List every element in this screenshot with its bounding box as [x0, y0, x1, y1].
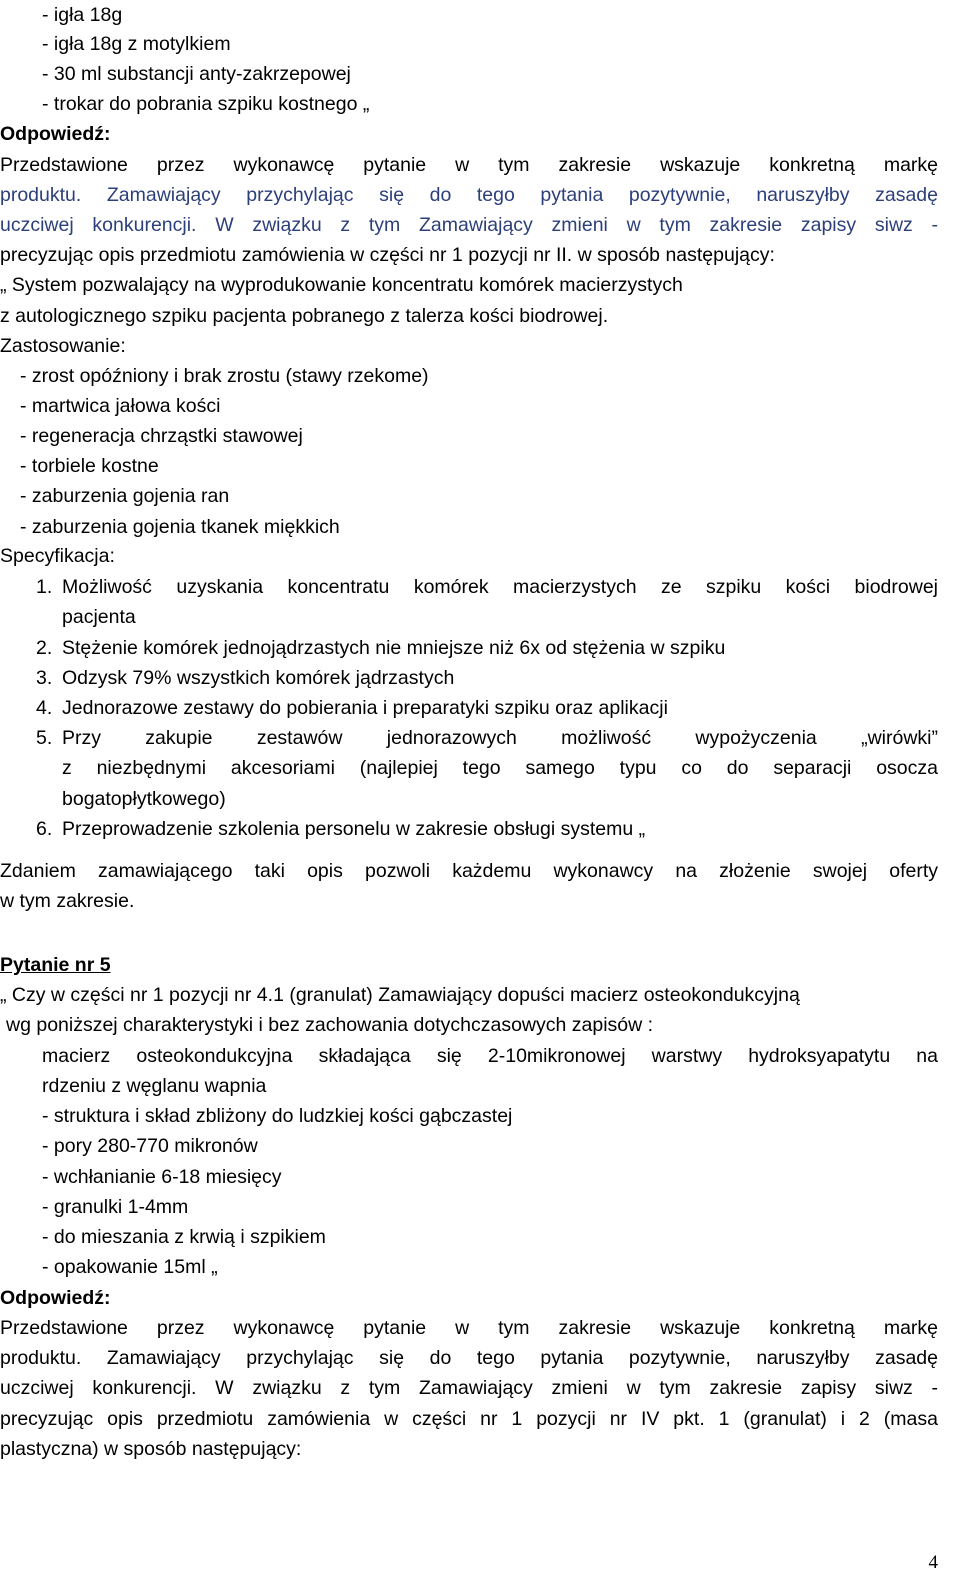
list-item: - zaburzenia gojenia tkanek miękkich	[20, 516, 340, 538]
list-item: - struktura i skład zbliżony do ludzkiej kości gąbczastej	[42, 1105, 513, 1127]
numbered-item	[0, 814, 960, 844]
list-item: - do mieszania z krwią i szpikiem	[42, 1226, 326, 1248]
item-number: 4.	[36, 697, 53, 719]
answer-heading: Odpowiedź:	[0, 123, 111, 145]
question-line: macierz osteokondukcyjna składająca się 2-10mikronowej warstwy hydroksyapatytu na	[42, 1045, 938, 1067]
spec-heading: Specyfikacja:	[0, 545, 115, 567]
question-line: rdzeniu z węglanu wapnia	[42, 1075, 267, 1097]
answer-text: W związku z tym Zamawiający zmieni w tym zakresie zapisy siwz -	[196, 214, 938, 236]
list-item: - opakowanie 15ml „	[42, 1256, 218, 1278]
item-number: 3.	[36, 667, 53, 689]
item-text: Przeprowadzenie szkolenia personelu w zakresie obsługi systemu „	[62, 818, 646, 840]
list-item: - martwica jałowa kości	[20, 395, 221, 417]
item-text: bogatopłytkowego)	[62, 788, 226, 810]
item-text: Możliwość uzyskania koncentratu komórek macierzystych ze szpiku kości biodrowej	[62, 576, 938, 598]
answer-line	[0, 210, 938, 240]
list-item: - wchłanianie 6-18 miesięcy	[42, 1166, 282, 1188]
list-item: - zaburzenia gojenia ran	[20, 485, 230, 507]
conclusion-line: Zdaniem zamawiającego taki opis pozwoli każdemu wykonawcy na złożenie swojej oferty	[0, 860, 938, 882]
answer-line	[0, 240, 960, 270]
answer-line: plastyczna) w sposób następujący:	[0, 1438, 302, 1460]
list-item: - zrost opóźniony i brak zrostu (stawy rzekome)	[20, 365, 429, 387]
answer-line: uczciwej konkurencji. W związku z tym Zamawiający zmieni w tym zakresie zapisy siwz -	[0, 1377, 938, 1399]
list-item: - igła 18g	[42, 4, 123, 26]
list-item: - pory 280-770 mikronów	[42, 1135, 258, 1157]
item-number: 6.	[36, 818, 53, 840]
list-item: - trokar do pobrania szpiku kostnego „	[42, 93, 370, 115]
answer-text: uczciwej konkurencji.	[0, 214, 197, 236]
numbered-item	[0, 633, 960, 663]
item-text: Jednorazowe zestawy do pobierania i preparatyki szpiku oraz aplikacji	[62, 697, 668, 719]
uses-heading: Zastosowanie:	[0, 335, 126, 357]
conclusion-line: w tym zakresie.	[0, 890, 135, 912]
list-item: - torbiele kostne	[20, 455, 159, 477]
item-text: Przy zakupie zestawów jednorazowych możliwość wypożyczenia „wirówki”	[62, 727, 938, 749]
answer-text: w sposób następujący:	[572, 244, 775, 266]
item-text: pacjenta	[62, 606, 136, 628]
question-line: wg poniższej charakterystyki i bez zachowania dotychczasowych zapisów :	[6, 1014, 654, 1036]
numbered-item	[0, 723, 960, 753]
numbered-item	[0, 572, 960, 602]
list-item: - regeneracja chrząstki stawowej	[20, 425, 303, 447]
list-item: - granulki 1-4mm	[42, 1196, 189, 1218]
item-number: 2.	[36, 637, 53, 659]
page-number: 4	[928, 1552, 938, 1573]
list-item: - igła 18g z motylkiem	[42, 33, 231, 55]
item-text: z niezbędnymi akcesoriami (najlepiej tego samego typu co do separacji osocza	[62, 757, 938, 779]
answer-line: precyzując opis przedmiotu zamówienia w części nr 1 pozycji nr IV pkt. 1 (granulat) i 2 (masa	[0, 1408, 938, 1430]
item-number: 1.	[36, 576, 53, 598]
numbered-item	[0, 663, 960, 693]
item-text: Stężenie komórek jednojądrzastych nie mniejsze niż 6x od stężenia w szpiku	[62, 637, 726, 659]
answer-line: Przedstawione przez wykonawcę pytanie w tym zakresie wskazuje konkretną markę	[0, 1317, 938, 1339]
question-line: „ Czy w części nr 1 pozycji nr 4.1 (granulat) Zamawiający dopuści macierz osteokondukcyjną	[0, 984, 800, 1006]
question-title: Pytanie nr 5	[0, 954, 111, 976]
spec-intro: „ System pozwalający na wyprodukowanie koncentratu komórek macierzystych	[0, 274, 683, 296]
answer-line: produktu. Zamawiający przychylając się do tego pytania pozytywnie, naruszyłby zasadę	[0, 1347, 938, 1369]
answer-line: Przedstawione przez wykonawcę pytanie w tym zakresie wskazuje konkretną markę	[0, 154, 938, 176]
item-number: 5.	[36, 727, 53, 749]
answer-line: produktu. Zamawiający przychylając się do tego pytania pozytywnie, naruszyłby zasadę	[0, 184, 938, 206]
numbered-item	[0, 693, 960, 723]
answer-heading: Odpowiedź:	[0, 1287, 111, 1309]
list-item: - 30 ml substancji anty-zakrzepowej	[42, 63, 351, 85]
item-text: Odzysk 79% wszystkich komórek jądrzastych	[62, 667, 455, 689]
spec-intro: z autologicznego szpiku pacjenta pobranego z talerza kości biodrowej.	[0, 305, 609, 327]
answer-text: precyzując opis przedmiotu zamówienia w części nr 1 pozycji nr II.	[0, 244, 573, 266]
